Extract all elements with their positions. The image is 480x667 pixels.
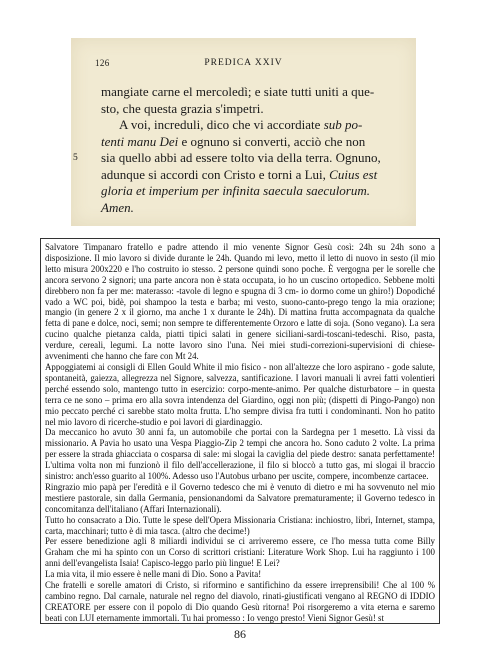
paragraph: Ringrazio mio papà per l'eredità e il Governo tedesco che mi è venuto di dietro e mi ha sovvenuto nel mio mestiere pastorale, sin dalla Germania, pensionandomi da Salvatore prematuramente; il Governo tedesco in concomitanza dell'italiano (Affari Internazionali). — [45, 481, 435, 514]
scanned-book-excerpt — [71, 38, 416, 226]
paragraph: Tutto ho consacrato a Dio. Tutte le spese dell'Opera Missionaria Cristiana: inchiostro, libri, Internet, stampa, carta, macchinari; tutto è di mia tasca. (altro che decime!) — [45, 514, 435, 536]
book-line: gloria et imperium per infinita saecula saeculorum. — [101, 183, 371, 198]
book-line: tenti manu Dei e ognuno si converti, acciò che non — [101, 133, 366, 149]
book-line: adunque si accordi con Cristo e torni a Lui, Cuius est — [101, 166, 378, 182]
book-line: mangiate carne el mercoledì; e siate tutti uniti a que- — [101, 84, 375, 99]
book-text — [73, 84, 406, 216]
margin-line-number: 5 — [73, 153, 78, 163]
paragraph: La mia vita, il mio essere è nelle mani di Dio. Sono a Pavita! — [45, 569, 262, 580]
paragraph: Appoggiatemi ai consigli di Ellen Gould White il mio fisico - non all'altezze che loro aspirano - gode salute, spontaneità, gaiezza, allegrezza nel Signore, salvezza, santificazione. I lavori manuali li avrei fatti volentieri perché essendo solo, mantengo tutto in esercizio: corpo-mente-animo. Per qualche disturbatore – in questa terra ce ne sono – prima ero alla sovra intendenza del Giardino, oggi non più; (dispetti di Pingo-Pango) non mio peccato perché ci sarebbe stato molta frutta. L'ho sempre divisa fra tutti i condomìnanti. Non ho patito nel mio lavoro di ricerche-studio e poi lavori di giardinaggio. — [45, 361, 435, 427]
book-header — [95, 58, 392, 72]
book-line: 5 sia quello abbi ad essere tolto via della terra. Ognuno, — [73, 150, 381, 165]
book-page-number: 126 — [95, 58, 110, 68]
page-number: 86 — [234, 627, 246, 641]
running-head: PREDICA XXIV — [204, 58, 283, 68]
paragraph: Salvatore Timpanaro fratello e padre attendo il mio venente Signor Gesù così: 24h su 24h sono a disposizione. Il mio lavoro si divide durante le 24h. Quando mi levo, metto il letto di nuovo in sesto (il mio letto misura 200x220 e l'ho costruito io stesso. 2 persone quindi sono poche. È vergogna per le sorelle che ancora servono 2 signori; una parte ancora non è stata occupata, io ho un cuscino ortopedico. Sebbene molti direbbero non fa per me: materasso: -tavole di legno e spugna di 3 cm- io dormo come un ghiro!) Dopodiché vado a WC poi, bidè, poi shampoo la testa e barba; mi vesto, suono-canto-prego tengo la mia orazione; mangio (in genere 2 x il giorno, ma anche 1 x durante le 24h). Di mattina frutta accompagnata da qualche fetta di pane e dolce, noci, semi; non sempre te differentemente Orzoro e latte di soja. (Sono vegano). La sera cucino qualche pietanza calda, piatti tipici salati in genere siciliani-sardi-toscani-tedeschi. Riso, pasta, verdure, cereali, legumi. La notte lavoro sino l'una. Nei miei studi-correzioni-supervisioni di chiese-avvenimenti che hanno che fare con Mt 24. — [45, 242, 435, 362]
paragraph: Per essere benedizione agli 8 miliardi individui se ci arriveremo essere, ce l'ho messa tutta come Billy Graham che mi ha spinto con un Corso di scrittori cristiani: Literature Work Shop. Lui ha raggiunto i 100 anni dell'evangelista Isaia! Capisco-leggo parlo più lingue! E Lei? — [45, 536, 435, 569]
paragraph: Da meccanico ho avuto 30 anni fa, un automobile che portai con la Sardegna per 1 mesetto. Là vissi da missionario. A Pavia ho usato una Vespa Piaggio-Zip 2 tempi che ancora ho. Sono caduto 2 volte. La prima per essere la strada ghiacciata o cosparsa di sale: mi slogai la caviglia del piede destro: sanata perfettamente! L'ultima volta non mi funzionò il filo dell'accellerazione, il filo si bloccò a tutto gas, mi slogai il braccio sinistro: anch'esso guarito al 100%. Adesso uso l'Autobus urbano per uscite, compere, incombenze cartacee. — [45, 427, 435, 482]
book-line: Amen. — [101, 199, 134, 215]
book-line: A voi, increduli, dico che vi accordiate sub po- — [119, 117, 363, 132]
bordered-text-box — [40, 238, 440, 624]
book-line: sto, che questa grazia s'impetri. — [101, 100, 264, 116]
paragraph: Che fratelli e sorelle amatori di Cristo, si riformino e santifichino da essere irreprensibili! Che al 100 % cambino regno. Dal carnale, naturale nel regno del diavolo, rinati-giustificati vengano al REGNO di IDDIO CREATORE per essere con il popolo di Dio quando Gesù ritorna! Poi risorgeremo a vita eterna e saremo beati con LUI eternamente immortali. Tu hai promesso : Io vengo presto! Vieni Signor Gesù! st — [45, 580, 435, 623]
